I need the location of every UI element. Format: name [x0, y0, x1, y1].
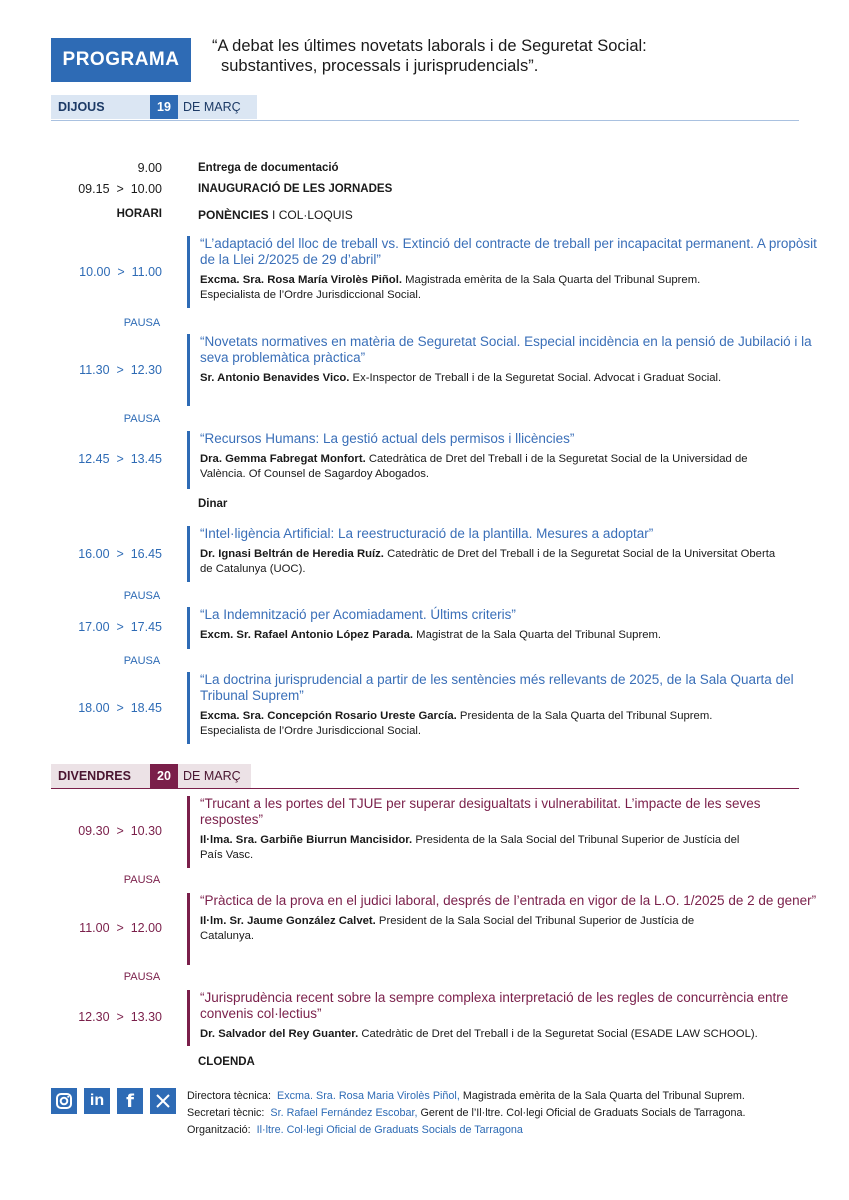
- pausa-2: PAUSA: [123, 413, 161, 425]
- d2-talk2-speaker-desc: President de la Sala Social del Tribunal Superior de Justícia de: [375, 915, 695, 927]
- program-title-line1: “A debat les últimes novetats laborals i de Seguretat Social:: [212, 37, 647, 55]
- talk1: [187, 236, 820, 308]
- talk3: [187, 431, 840, 489]
- credit-organization-name[interactable]: Il·ltre. Col·legi Oficial de Graduats Socials de Tarragona: [256, 1124, 523, 1136]
- credit-director-label: Directora tècnica:: [187, 1090, 272, 1102]
- programa-badge: PROGRAMA: [51, 38, 191, 82]
- talk5: [187, 607, 820, 649]
- registration-text: Entrega de documentació: [198, 162, 339, 174]
- credit-director-rest: Magistrada emèrita de la Sala Quarta del Tribunal Suprem.: [459, 1090, 745, 1102]
- day1-month: DE MARÇ: [178, 95, 257, 119]
- credit-director-name[interactable]: Excma. Sra. Rosa Maria Virolès Piñol,: [277, 1090, 460, 1102]
- talk2-speaker: [200, 371, 820, 386]
- credit-director: [187, 1088, 746, 1105]
- d2-talk3-time: 12.30 > 13.30: [78, 1010, 162, 1024]
- day2-name: DIVENDRES: [51, 764, 150, 788]
- credit-secretary: [187, 1105, 746, 1122]
- day2-header: [51, 764, 251, 788]
- talk4-title: “Intel·ligència Artificial: La reestructuració de la plantilla. Mesures a adoptar”: [200, 526, 654, 541]
- d2-talk3: [187, 990, 820, 1046]
- talk2: [187, 334, 820, 406]
- cloenda-label: CLOENDA: [198, 1056, 255, 1068]
- talk6-title: “La doctrina jurisprudencial a partir de les sentències més rellevants de 2025, de la Sala Quarta del Tribunal Suprem”: [200, 672, 794, 703]
- day2-divider: [51, 788, 799, 789]
- day1-header: [51, 95, 257, 119]
- talk6-speaker: [200, 709, 820, 724]
- d2-talk3-speaker-desc: Catedràtic de Dret del Treball i de la Seguretat Social (ESADE LAW SCHOOL).: [358, 1028, 758, 1040]
- d2-talk1-speaker-name: Il·lma. Sra. Garbiñe Biurrun Mancisidor.: [200, 834, 413, 846]
- d2-talk2-time: 11.00 > 12.00: [79, 921, 162, 935]
- day2-month: DE MARÇ: [178, 764, 251, 788]
- x-icon[interactable]: [150, 1088, 176, 1114]
- talk1-speaker-name: Excma. Sra. Rosa María Virolès Piñol.: [200, 274, 402, 286]
- talk3-speaker-desc2: València. Of Counsel de Sagardoy Abogados.: [200, 468, 430, 480]
- d2-talk2-speaker: [200, 914, 820, 929]
- d2-talk3-speaker: [200, 1027, 820, 1042]
- d2-talk1-speaker-desc: Presidenta de la Sala Social del Tribunal Superior de Justícia del: [412, 834, 740, 846]
- credits: [187, 1088, 746, 1139]
- inauguration-text: INAUGURACIÓ DE LES JORNADES: [198, 183, 393, 195]
- dinar-label: Dinar: [198, 498, 228, 510]
- linkedin-icon[interactable]: in: [84, 1088, 110, 1114]
- talk1-time: 10.00 > 11.00: [79, 265, 162, 279]
- talk4-speaker-desc: Catedràtic de Dret del Treball i de la Seguretat Social de la Universitat Oberta: [383, 548, 776, 560]
- ponencies-heading: [198, 208, 353, 222]
- d2-pausa-1: PAUSA: [123, 874, 161, 886]
- d2-talk3-speaker-name: Dr. Salvador del Rey Guanter.: [200, 1028, 359, 1040]
- credit-secretary-name[interactable]: Sr. Rafael Fernández Escobar,: [270, 1107, 418, 1119]
- d2-talk2-title: “Pràctica de la prova en el judici laboral, després de l’entrada en vigor de la L.O. 1/2025 de 2 de gener”: [200, 893, 817, 908]
- day2-number: 20: [150, 764, 178, 788]
- talk1-speaker-desc: Magistrada emèrita de la Sala Quarta del Tribunal Suprem.: [401, 274, 701, 286]
- talk3-time: 12.45 > 13.45: [78, 452, 162, 466]
- talk2-time: 11.30 > 12.30: [79, 363, 162, 377]
- talk3-speaker: [200, 452, 840, 467]
- talk5-time: 17.00 > 17.45: [78, 620, 162, 634]
- talk3-title: “Recursos Humans: La gestió actual dels permisos i llicències”: [200, 431, 575, 446]
- talk6-speaker-desc: Presidenta de la Sala Quarta del Tribunal Suprem.: [456, 710, 713, 722]
- talk2-speaker-desc: Ex-Inspector de Treball i de la Seguretat Social. Advocat i Graduat Social.: [349, 372, 722, 384]
- d2-talk1-time: 09.30 > 10.30: [78, 824, 162, 838]
- talk6-time: 18.00 > 18.45: [78, 701, 162, 715]
- facebook-icon[interactable]: f: [117, 1088, 143, 1114]
- pausa-3: PAUSA: [123, 590, 161, 602]
- time-inauguration: 09.15 > 10.00: [78, 182, 162, 196]
- talk1-title: “L’adaptació del lloc de treball vs. Extinció del contracte de treball per incapacitat permanent. A propòsit de la Llei 2/2025 de 29 d’abril”: [200, 236, 817, 267]
- talk4-speaker: [200, 547, 840, 562]
- time-registration: 9.00: [137, 161, 162, 175]
- talk4: [187, 526, 840, 582]
- talk1-speaker: [200, 273, 820, 288]
- program-title: [212, 36, 647, 76]
- credit-organization-label: Organització:: [187, 1124, 251, 1136]
- ponencies-bold: PONÈNCIES: [198, 208, 269, 222]
- d2-talk1-speaker: [200, 833, 820, 848]
- ponencies-rest: I COL·LOQUIS: [268, 208, 353, 222]
- talk5-speaker: [200, 628, 820, 643]
- talk5-speaker-name: Excm. Sr. Rafael Antonio López Parada.: [200, 629, 414, 641]
- talk2-speaker-name: Sr. Antonio Benavides Vico.: [200, 372, 350, 384]
- talk4-speaker-name: Dr. Ignasi Beltrán de Heredia Ruíz.: [200, 548, 384, 560]
- d2-pausa-2: PAUSA: [123, 971, 161, 983]
- credit-organization: [187, 1122, 746, 1139]
- d2-talk2: [187, 893, 820, 965]
- program-title-line2: substantives, processals i jurisprudencials”.: [221, 57, 539, 75]
- talk5-speaker-desc: Magistrat de la Sala Quarta del Tribunal Suprem.: [413, 629, 662, 641]
- instagram-icon[interactable]: [51, 1088, 77, 1114]
- talk6: [187, 672, 820, 744]
- day1-number: 19: [150, 95, 178, 119]
- d2-talk3-title: “Jurisprudència recent sobre la sempre complexa interpretació de les regles de concurrència entre convenis col·lectius”: [200, 990, 789, 1021]
- social-icons: [51, 1088, 176, 1114]
- talk4-speaker-desc2: de Catalunya (UOC).: [200, 563, 306, 575]
- talk3-speaker-name: Dra. Gemma Fabregat Monfort.: [200, 453, 366, 465]
- talk2-title: “Novetats normatives en matèria de Seguretat Social. Especial incidència en la pensió de Jubilació i la seva problemàtica pràctica”: [200, 334, 812, 365]
- d2-talk2-speaker-desc2: Catalunya.: [200, 930, 255, 942]
- horari-label: HORARI: [116, 208, 162, 220]
- d2-talk1-title: “Trucant a les portes del TJUE per superar desigualtats i vulnerabilitat. L’impacte de les seves respostes”: [200, 796, 761, 827]
- talk6-speaker-desc2: Especialista de l’Ordre Jurisdiccional Social.: [200, 725, 422, 737]
- day1-name: DIJOUS: [51, 95, 150, 119]
- talk5-title: “La Indemnització per Acomiadament. Últims criteris”: [200, 607, 516, 622]
- day1-divider: [51, 120, 799, 121]
- pausa-1: PAUSA: [123, 317, 161, 329]
- talk3-speaker-desc: Catedràtica de Dret del Treball i de la Seguretat Social de la Universidad de: [365, 453, 748, 465]
- pausa-4: PAUSA: [123, 655, 161, 667]
- d2-talk2-speaker-name: Il·lm. Sr. Jaume González Calvet.: [200, 915, 376, 927]
- d2-talk1-speaker-desc2: País Vasc.: [200, 849, 254, 861]
- credit-secretary-rest: Gerent de l’Il·ltre. Col·legi Oficial de Graduats Socials de Tarragona.: [417, 1107, 746, 1119]
- talk1-speaker-desc2: Especialista de l’Ordre Jurisdiccional Social.: [200, 289, 422, 301]
- talk4-time: 16.00 > 16.45: [78, 547, 162, 561]
- talk6-speaker-name: Excma. Sra. Concepción Rosario Ureste García.: [200, 710, 457, 722]
- d2-talk1: [187, 796, 820, 868]
- credit-secretary-label: Secretari tècnic:: [187, 1107, 265, 1119]
